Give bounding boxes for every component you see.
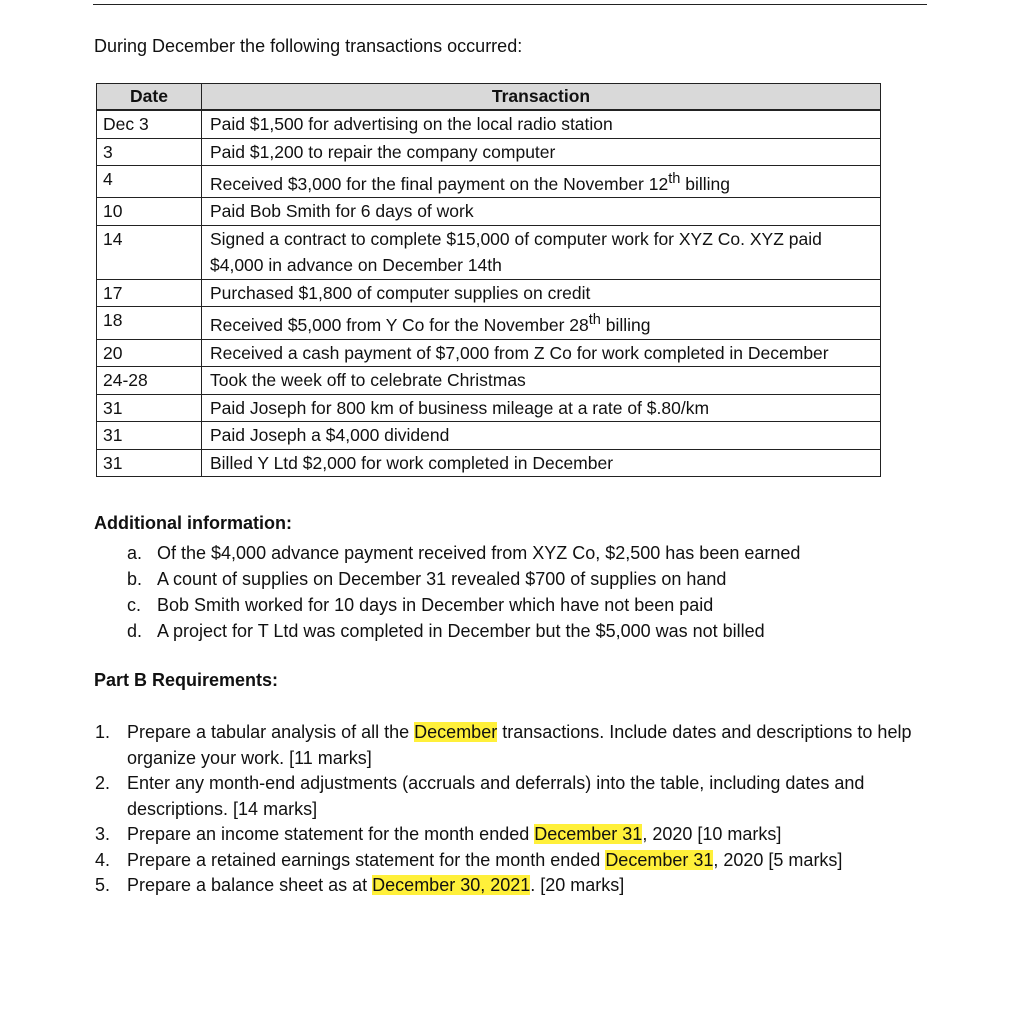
highlighted-text: December 30, 2021 [372, 875, 531, 895]
list-marker: b. [127, 569, 143, 589]
transaction-column-header: Transaction [202, 84, 881, 111]
row-transaction: Took the week off to celebrate Christmas [202, 367, 881, 395]
requirement-item [95, 873, 935, 899]
list-item-text: Of the $4,000 advance payment received from XYZ Co, $2,500 has been earned [157, 543, 801, 563]
table-row [97, 138, 881, 166]
additional-info-heading: Additional information: [94, 513, 292, 533]
row-date: 3 [97, 138, 202, 166]
additional-info-list [127, 540, 800, 644]
table-row [97, 225, 881, 279]
ordinal-superscript: th [588, 312, 601, 329]
text-part: . [20 marks] [530, 875, 625, 895]
row-date: Dec 3 [97, 110, 202, 138]
text-part: Prepare an income statement for the month ended [127, 824, 535, 844]
requirements-heading: Part B Requirements: [94, 670, 279, 690]
requirement-item [95, 720, 935, 771]
list-marker: c. [127, 595, 142, 615]
row-date: 17 [97, 279, 202, 307]
list-item-text: A project for T Ltd was completed in December but the $5,000 was not billed [157, 621, 765, 641]
list-item [127, 566, 800, 592]
text-part: Prepare a tabular analysis of all the [127, 722, 415, 742]
ordinal-superscript: th [668, 171, 681, 187]
requirement-text [127, 720, 935, 771]
row-date: 20 [97, 339, 202, 367]
row-text-part: Received $3,000 for the final payment on the November 12 [210, 173, 669, 194]
list-item-text: A count of supplies on December 31 revealed $700 of supplies on hand [157, 569, 727, 589]
highlighted-text: December [414, 722, 498, 742]
table-row [97, 166, 881, 198]
highlighted-text: December 31 [534, 824, 643, 844]
table-header-row [97, 84, 881, 111]
requirement-number: 1. [95, 722, 111, 742]
row-transaction: Paid Bob Smith for 6 days of work [202, 198, 881, 226]
row-transaction: Received a cash payment of $7,000 from Z Co for work completed in December [202, 339, 881, 367]
requirement-number: 2. [95, 773, 111, 793]
text-part: , 2020 [10 marks] [642, 824, 782, 844]
table-row [97, 367, 881, 395]
row-text-part: Received $5,000 from Y Co for the November 28 [210, 315, 589, 336]
date-column-header: Date [97, 84, 202, 111]
text-part: Prepare a retained earnings statement for the month ended [127, 849, 606, 870]
list-marker: a. [127, 543, 143, 563]
requirement-number: 5. [95, 875, 111, 895]
row-transaction [202, 307, 881, 339]
list-item [127, 540, 800, 566]
row-transaction: Billed Y Ltd $2,000 for work completed in December [202, 449, 881, 477]
row-transaction: Signed a contract to complete $15,000 of computer work for XYZ Co. XYZ paid $4,000 in advance on December 14th [202, 225, 881, 279]
row-date: 31 [97, 422, 202, 450]
row-date: 18 [97, 307, 202, 339]
row-text-part: billing [680, 173, 730, 194]
row-date: 10 [97, 198, 202, 226]
list-item [127, 618, 800, 644]
requirement-number: 3. [95, 824, 111, 844]
table-row [97, 307, 881, 339]
row-transaction: Paid Joseph a $4,000 dividend [202, 422, 881, 450]
row-date: 14 [97, 225, 202, 279]
requirement-text [127, 848, 935, 874]
text-part: Prepare a balance sheet as at [127, 875, 373, 895]
text-part: transactions. Include dates and descriptions to help organize your work. [11 marks] [127, 722, 912, 768]
table-row [97, 279, 881, 307]
row-transaction [202, 166, 881, 198]
row-date: 4 [97, 166, 202, 198]
requirement-text: Enter any month-end adjustments (accruals and deferrals) into the table, including dates and descriptions. [14 marks] [127, 773, 865, 819]
table-row [97, 110, 881, 138]
transactions-table [96, 83, 881, 477]
requirement-item [95, 822, 935, 848]
table-row [97, 422, 881, 450]
table-row [97, 449, 881, 477]
row-transaction: Paid Joseph for 800 km of business mileage at a rate of $.80/km [202, 394, 881, 422]
table-row [97, 198, 881, 226]
highlighted-text: December 31 [605, 849, 714, 870]
row-text-part: billing [600, 315, 651, 336]
requirement-number: 4. [95, 849, 111, 870]
row-date: 24-28 [97, 367, 202, 395]
row-date: 31 [97, 449, 202, 477]
list-item [127, 592, 800, 618]
requirement-item [95, 848, 935, 874]
top-divider [93, 4, 927, 5]
requirements-list [95, 720, 935, 899]
table-row [97, 339, 881, 367]
intro-text: During December the following transactions occurred: [94, 36, 523, 56]
row-transaction: Paid $1,500 for advertising on the local radio station [202, 110, 881, 138]
row-transaction: Purchased $1,800 of computer supplies on credit [202, 279, 881, 307]
requirement-text [127, 873, 935, 899]
row-date: 31 [97, 394, 202, 422]
table-row [97, 394, 881, 422]
list-marker: d. [127, 621, 143, 641]
text-part: , 2020 [5 marks] [713, 849, 843, 870]
list-item-text: Bob Smith worked for 10 days in December which have not been paid [157, 595, 714, 615]
requirement-text [127, 822, 935, 848]
requirement-item [95, 771, 935, 822]
row-transaction: Paid $1,200 to repair the company computer [202, 138, 881, 166]
